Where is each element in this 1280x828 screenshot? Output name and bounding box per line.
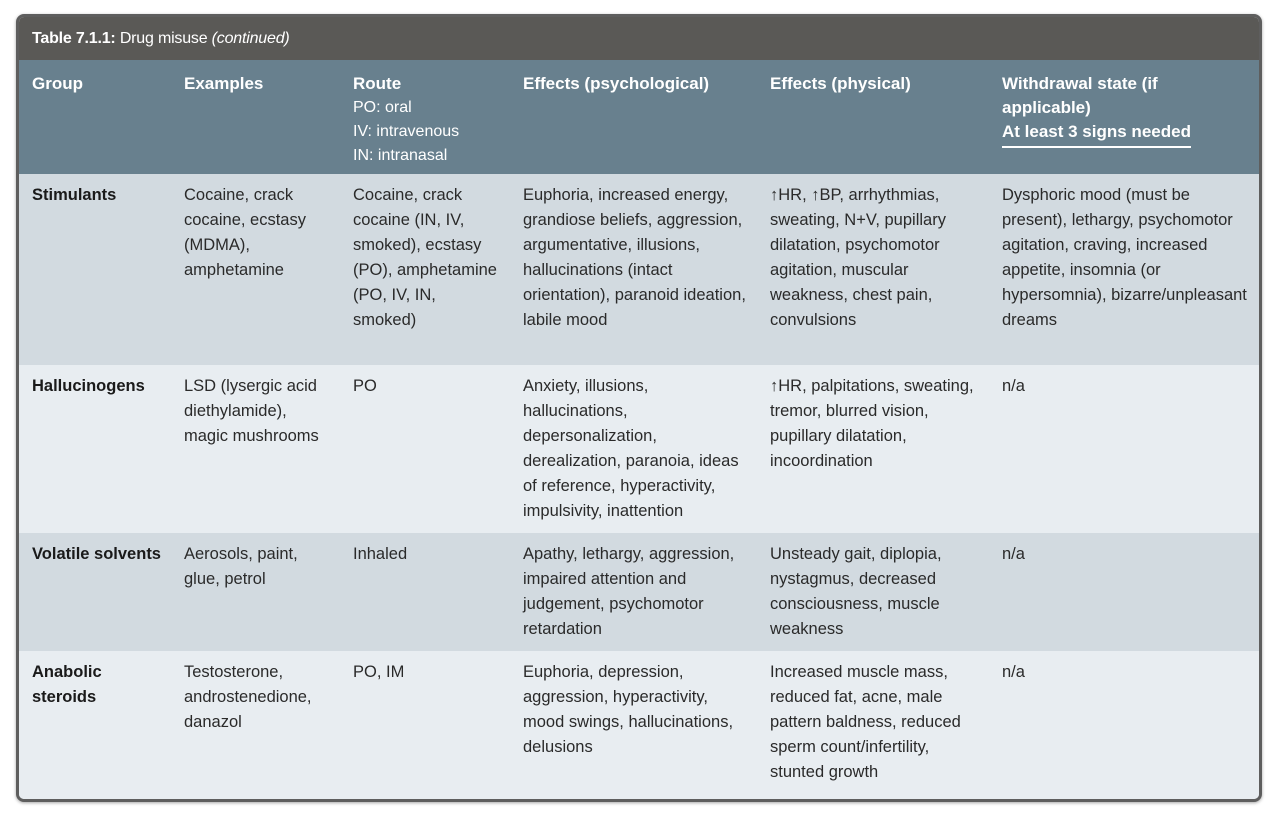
- cell-examples: LSD (lysergic acid diethylamide), magic mushrooms: [184, 377, 319, 445]
- cell-effects-physical: ↑HR, ↑BP, arrhythmias, sweating, N+V, pupillary dilatation, psychomotor agitation, muscular weakness, chest pain, convulsions: [770, 186, 946, 329]
- cell-withdrawal: Dysphoric mood (must be present), lethargy, psychomotor agitation, craving, increased appetite, insomnia (or hypersomnia), bizarre/unpleasant dreams: [1002, 186, 1247, 329]
- cell-route: PO, IM: [353, 663, 405, 681]
- route-legend-po: PO: oral: [353, 99, 412, 116]
- cell-examples: Cocaine, crack cocaine, ecstasy (MDMA), amphetamine: [184, 186, 306, 279]
- header-effects-psychological: Effects (psychological): [523, 74, 710, 93]
- table-row: [19, 365, 1259, 533]
- table-row: [19, 651, 1259, 799]
- cell-group: Volatile solvents: [32, 545, 161, 563]
- cell-withdrawal: n/a: [1002, 663, 1025, 681]
- table-row: [19, 533, 1259, 651]
- cell-group: Hallucinogens: [32, 377, 145, 395]
- table-row: [19, 174, 1259, 365]
- route-legend-iv: IV: intravenous: [353, 123, 460, 140]
- cell-examples: Testosterone, androstenedione, danazol: [184, 663, 312, 731]
- cell-effects-physical: Unsteady gait, diplopia, nystagmus, decreased consciousness, muscle weakness: [770, 545, 942, 638]
- header-examples: Examples: [184, 74, 264, 93]
- route-legend-in: IN: intranasal: [353, 147, 448, 164]
- cell-route: Inhaled: [353, 545, 408, 563]
- header-withdrawal-label: Withdrawal state (if applicable): [1002, 74, 1158, 117]
- header-route-label: Route: [353, 74, 402, 93]
- cell-effects-psychological: Euphoria, increased energy, grandiose beliefs, aggression, argumentative, illusions, hallucinations (intact orientation), paranoid ideation, labile mood: [523, 186, 746, 329]
- table-continued-note: (continued): [211, 30, 290, 47]
- table-caption: [19, 17, 1259, 60]
- table-header: [19, 60, 1259, 174]
- cell-route: PO: [353, 377, 377, 395]
- cell-effects-psychological: Anxiety, illusions, hallucinations, depersonalization, derealization, paranoia, ideas of reference, hyperactivity, impulsivity, inattention: [523, 377, 739, 520]
- header-group: Group: [32, 74, 83, 93]
- cell-withdrawal: n/a: [1002, 377, 1025, 395]
- header-row: [19, 60, 1259, 174]
- header-withdrawal: [989, 60, 1259, 174]
- cell-route: Cocaine, crack cocaine (IN, IV, smoked), ecstasy (PO), amphetamine (PO, IV, IN, smoked): [353, 186, 497, 329]
- header-withdrawal-note: At least 3 signs needed: [1002, 120, 1191, 148]
- cell-withdrawal: n/a: [1002, 545, 1025, 563]
- cell-effects-psychological: Apathy, lethargy, aggression, impaired attention and judgement, psychomotor retardation: [523, 545, 735, 638]
- cell-effects-physical: Increased muscle mass, reduced fat, acne, male pattern baldness, reduced sperm count/infertility, stunted growth: [770, 663, 961, 781]
- header-effects-physical: Effects (physical): [770, 74, 911, 93]
- table-frame: [16, 14, 1262, 802]
- cell-group: Anabolic steroids: [32, 663, 102, 706]
- cell-effects-physical: ↑HR, palpitations, sweating, tremor, blurred vision, pupillary dilatation, incoordination: [770, 377, 974, 470]
- cell-examples: Aerosols, paint, glue, petrol: [184, 545, 298, 588]
- table-number: Table 7.1.1:: [32, 30, 116, 47]
- table-title: Drug misuse: [119, 30, 208, 47]
- cell-group: Stimulants: [32, 186, 117, 204]
- cell-effects-psychological: Euphoria, depression, aggression, hyperactivity, mood swings, hallucinations, delusions: [523, 663, 734, 756]
- drug-misuse-table: [19, 60, 1259, 799]
- header-route: [340, 60, 510, 174]
